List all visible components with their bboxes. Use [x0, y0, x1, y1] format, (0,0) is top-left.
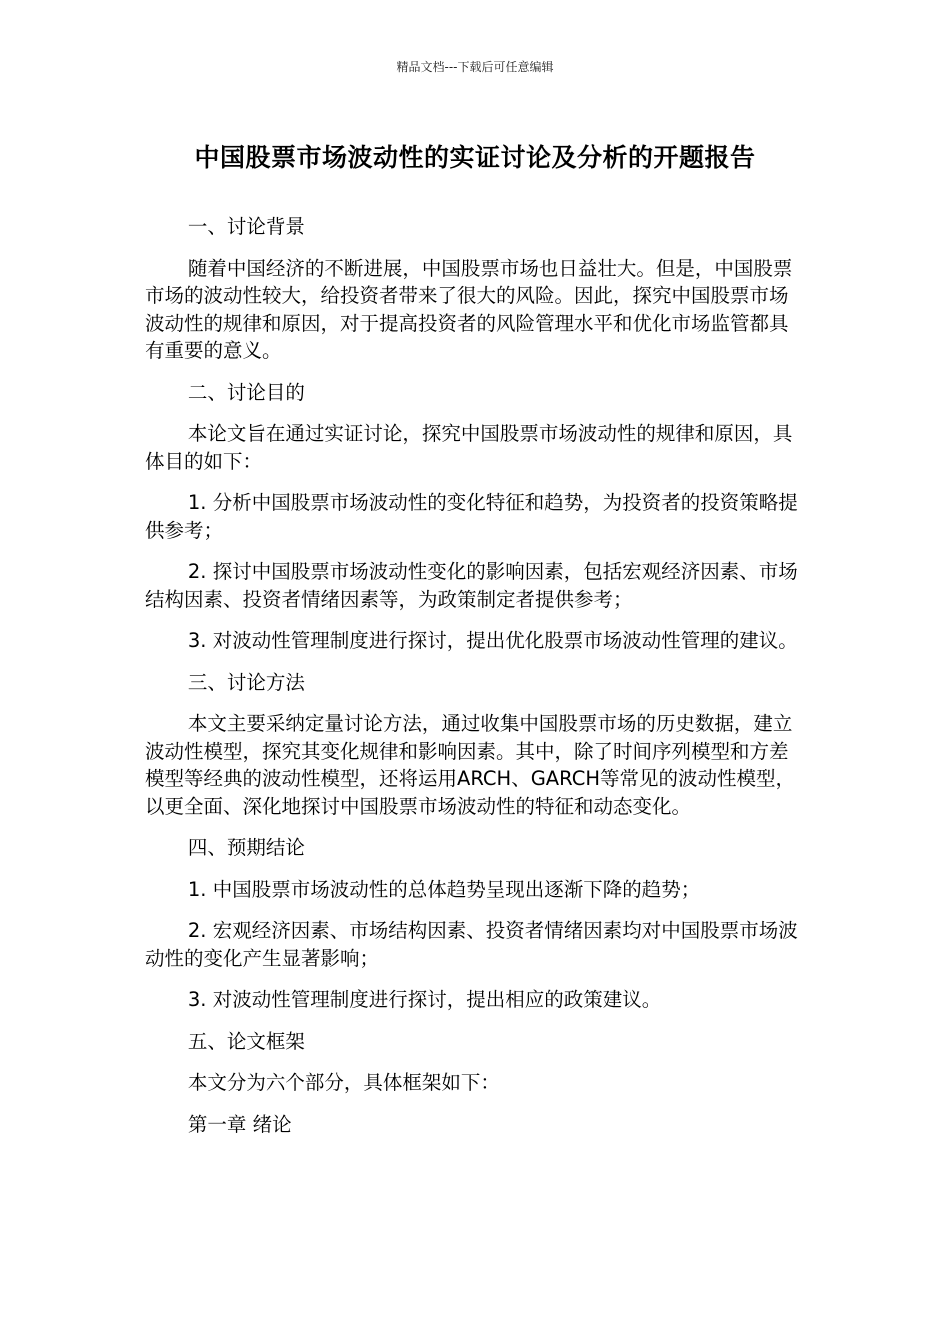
- section-heading-background: 一、讨论背景: [187, 215, 305, 238]
- chapter-heading-1: 第一章 绪论: [187, 1112, 292, 1136]
- list-item-conclusion-3: 3. 对波动性管理制度进行探讨，提出相应的政策建议。: [187, 988, 662, 1011]
- page-header-note: 精品文档---下载后可任意编辑: [396, 60, 554, 74]
- list-item-purpose-1: 1. 分析中国股票市场波动性的变化特征和趋势，为投资者的投资策略提供参考；: [145, 491, 798, 542]
- section-heading-framework: 五、论文框架: [187, 1029, 305, 1053]
- paragraph-framework-intro: 本文分为六个部分，具体框架如下：: [187, 1071, 500, 1094]
- section-heading-purpose: 二、讨论目的: [187, 380, 305, 404]
- paragraph-background: 随着中国经济的不断进展，中国股票市场也日益壮大。但是，中国股票市场的波动性较大，给投资者带来了很大的风险。因此，探究中国股票市场波动性的规律和原因，对于提高投资者的风险管理水平和优化市场监管都具有重要的意义。: [145, 256, 793, 362]
- paragraph-method: 本文主要采纳定量讨论方法，通过收集中国股票市场的历史数据，建立波动性模型，探究其变化规律和影响因素。其中，除了时间序列模型和方差模型等经典的波动性模型，还将运用ARCH、GARCH等常见的波动性模型，以更全面、深化地探讨中国股票市场波动性的特征和动态变化。: [145, 712, 796, 818]
- list-item-conclusion-1: 1. 中国股票市场波动性的总体趋势呈现出逐渐下降的趋势；: [187, 877, 701, 901]
- list-item-purpose-2: 2. 探讨中国股票市场波动性变化的影响因素，包括宏观经济因素、市场结构因素、投资者情绪因素等，为政策制定者提供参考；: [145, 560, 798, 611]
- section-heading-method: 三、讨论方法: [187, 670, 305, 694]
- document-title: 中国股票市场波动性的实证讨论及分析的开题报告: [194, 143, 756, 172]
- document-body: [145, 213, 807, 1152]
- section-heading-conclusion: 四、预期结论: [187, 836, 305, 859]
- paragraph-purpose-intro: 本论文旨在通过实证讨论，探究中国股票市场波动性的规律和原因，具体目的如下：: [145, 422, 793, 473]
- list-item-purpose-3: 3. 对波动性管理制度进行探讨，提出优化股票市场波动性管理的建议。: [187, 629, 798, 652]
- list-item-conclusion-2: 2. 宏观经济因素、市场结构因素、投资者情绪因素均对中国股票市场波动性的变化产生显著影响；: [145, 919, 798, 970]
